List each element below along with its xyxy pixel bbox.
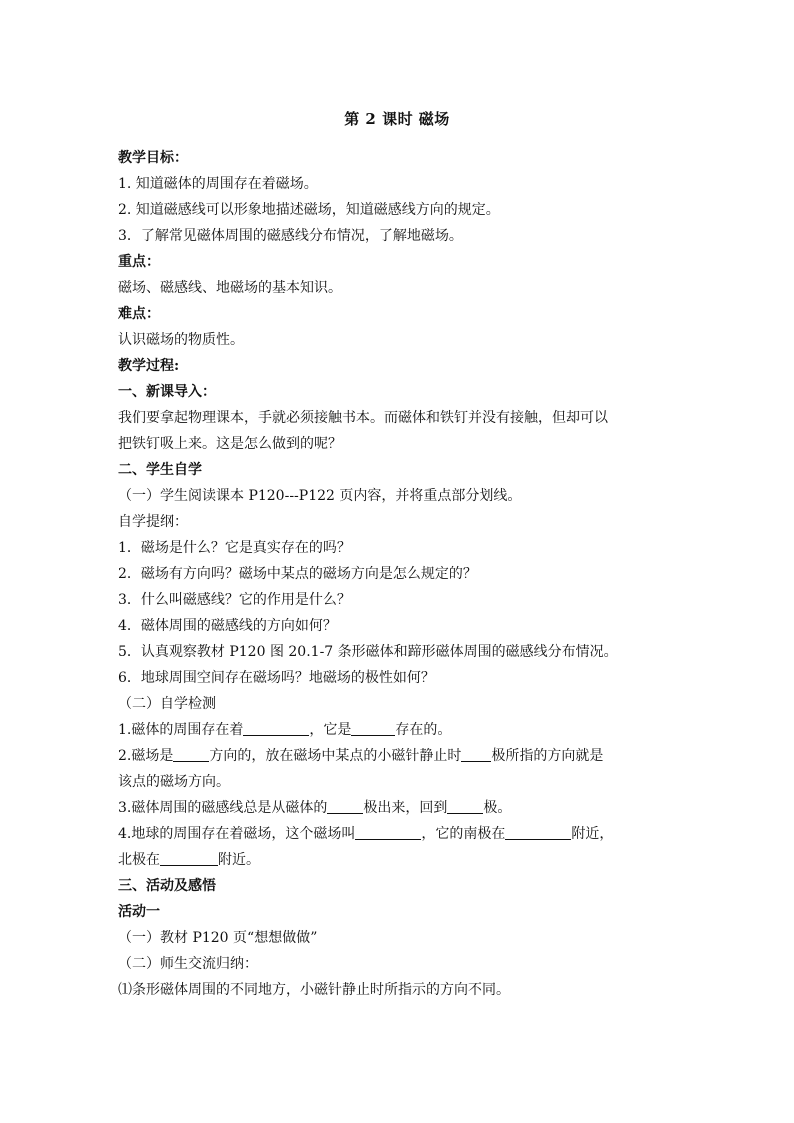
question-text: 附近， — [571, 826, 614, 842]
question-4 — [118, 821, 688, 847]
question-text: 附近。 — [218, 852, 260, 868]
question-text: 存在的。 — [395, 722, 452, 738]
question-text: 北极在 — [118, 852, 160, 868]
question-text: 1.磁体的周围存在着 — [118, 722, 244, 738]
difficulty-text: 认识磁场的物质性。 — [118, 332, 244, 348]
document-body — [118, 145, 688, 1003]
process-heading: 教学过程: — [118, 358, 180, 374]
intro-line: 我们要拿起物理课本，手就必须接触书本。而磁体和铁钉并没有接触，但却可以 — [118, 410, 608, 426]
outline-item: 2．磁场有方向吗？磁场中某点的磁场方向是怎么规定的？ — [118, 566, 477, 582]
key-text: 磁场、磁感线、地磁场的基本知识。 — [118, 280, 342, 296]
question-text: 2.磁场是 — [118, 748, 174, 764]
question-3 — [118, 795, 688, 821]
page-title: 第 2 课时 磁场 — [344, 110, 450, 128]
question-text: 极所指的方向就是 — [491, 748, 604, 764]
section-2-heading: 二、学生自学 — [118, 462, 202, 478]
outline-item: 1．磁场是什么？它是真实存在的吗？ — [118, 540, 351, 556]
question-text: 3.磁体周围的磁感线总是从磁体的 — [118, 800, 328, 816]
reading-task: （一）学生阅读课本 P120---P122 页内容，并将重点部分划线。 — [118, 488, 522, 504]
question-text: ，它是 — [309, 722, 352, 738]
outline-heading: 自学提纲： — [118, 514, 188, 530]
key-heading: 重点： — [118, 254, 160, 270]
answer-blank[interactable] — [447, 798, 483, 814]
question-1 — [118, 717, 688, 743]
difficulty-heading: 难点： — [118, 306, 160, 322]
activity-point: ⑴条形磁体周围的不同地方，小磁针静止时所指示的方向不同。 — [118, 982, 510, 998]
answer-blank[interactable] — [160, 850, 218, 866]
question-text: 极。 — [483, 800, 512, 816]
answer-blank[interactable] — [173, 746, 209, 762]
question-text: ，它的南极在 — [421, 826, 506, 842]
question-text: 极出来，回到 — [363, 800, 448, 816]
section-1-heading: 一、新课导入： — [118, 384, 216, 400]
answer-blank[interactable] — [327, 798, 363, 814]
question-text: 4.地球的周围存在着磁场，这个磁场叫 — [118, 826, 356, 842]
activity-step: （一）教材 P120 页“想想做做” — [118, 930, 318, 946]
outline-item: 4．磁体周围的磁感线的方向如何？ — [118, 618, 337, 634]
objective-item: 1. 知道磁体的周围存在着磁场。 — [118, 176, 318, 192]
answer-blank[interactable] — [461, 746, 491, 762]
objectives-heading: 教学目标： — [118, 150, 188, 166]
answer-blank[interactable] — [351, 720, 395, 736]
question-4-continued — [118, 847, 688, 873]
question-2 — [118, 743, 688, 769]
outline-item: 3．什么叫磁感线？它的作用是什么？ — [118, 592, 351, 608]
objective-item: 2. 知道磁感线可以形象地描述磁场，知道磁感线方向的规定。 — [118, 202, 500, 218]
section-3-heading: 三、活动及感悟 — [118, 878, 216, 894]
question-text: 方向的，放在磁场中某点的小磁针静止时 — [209, 748, 462, 764]
self-test-heading: （二）自学检测 — [118, 696, 216, 712]
objective-item: 3．了解常见磁体周围的磁感线分布情况，了解地磁场。 — [118, 228, 463, 244]
activity-1-heading: 活动一 — [118, 904, 160, 920]
outline-item: 5．认真观察教材 P120 图 20.1-7 条形磁体和蹄形磁体周围的磁感线分布情况。 — [118, 644, 618, 660]
answer-blank[interactable] — [243, 720, 309, 736]
activity-step: （二）师生交流归纳： — [118, 956, 258, 972]
answer-blank[interactable] — [505, 824, 571, 840]
question-2-continued: 该点的磁场方向。 — [118, 774, 230, 790]
intro-line: 把铁钉吸上来。这是怎么做到的呢？ — [118, 436, 342, 452]
outline-item: 6．地球周围空间存在磁场吗？地磁场的极性如何？ — [118, 670, 435, 686]
answer-blank[interactable] — [355, 824, 421, 840]
